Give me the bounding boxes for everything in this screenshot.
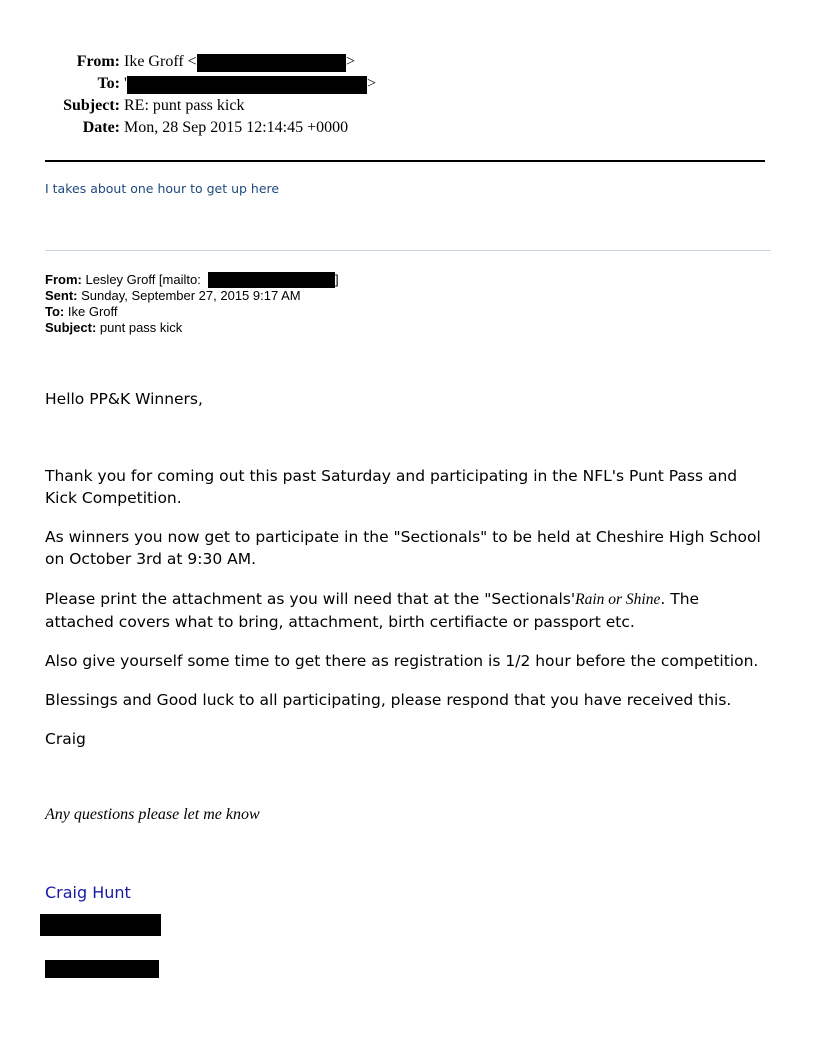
body-paragraph-3-part-a: Please print the attachment as you will need that at the "Sectionals': [45, 590, 576, 608]
redaction-signature-line-2: [45, 960, 159, 978]
body-paragraph-5: Blessings and Good luck to all participating, please respond that you have received this.: [45, 691, 732, 709]
signature-name: Craig Hunt: [45, 883, 131, 902]
body-closing: Craig: [45, 730, 86, 748]
body-paragraph-3: [45, 588, 771, 633]
header-to-value: ': [124, 75, 127, 92]
header-from-row: [0, 51, 816, 73]
quoted-sent-label: Sent:: [45, 288, 78, 303]
header-to-label: To:: [97, 75, 120, 92]
quoted-sent-row: [45, 288, 301, 304]
header-from-label: From:: [76, 53, 120, 70]
quoted-subject-label: Subject:: [45, 320, 97, 335]
header-divider: [45, 160, 765, 162]
header-date-row: [0, 117, 816, 139]
quoted-from-close: ]: [335, 272, 339, 287]
quoted-from-value: Lesley Groff [mailto:: [85, 272, 201, 287]
header-from-value: Ike Groff <: [124, 53, 197, 70]
body-greeting: Hello PP&K Winners,: [45, 390, 203, 408]
body-note: Any questions please let me know: [45, 806, 260, 823]
header-subject-value: RE: punt pass kick: [124, 97, 245, 114]
header-subject-row: [0, 95, 816, 117]
redaction-quoted-email: [208, 272, 335, 288]
header-date-label: Date:: [82, 119, 120, 136]
body-paragraph-3-part-c: . The attached covers what to bring, attachment, birth certifiacte or passport etc.: [45, 590, 700, 631]
body-paragraph-1: Thank you for coming out this past Saturday and participating in the NFL's Punt Pass and Kick Competition.: [45, 467, 738, 507]
header-from-close: >: [346, 53, 356, 70]
quoted-divider: [45, 250, 771, 251]
body-paragraph-2: As winners you now get to participate in the "Sectionals" to be held at Cheshire High School on October 3rd at 9:30 AM.: [45, 528, 761, 568]
quoted-from-label: From:: [45, 272, 82, 287]
reply-message: I takes about one hour to get up here: [45, 181, 280, 196]
redaction-from-email: [197, 54, 346, 72]
quoted-subject-row: [45, 320, 182, 336]
quoted-to-label: To:: [45, 304, 65, 319]
quoted-subject-value: punt pass kick: [99, 320, 183, 335]
body-paragraph-4: Also give yourself some time to get there as registration is 1/2 hour before the competition.: [45, 652, 759, 670]
header-subject-label: Subject:: [63, 97, 120, 114]
quoted-to-value: Ike Groff: [67, 304, 118, 319]
header-to-row: [0, 73, 816, 95]
header-to-close: >: [367, 75, 377, 92]
quoted-from-row: [45, 272, 201, 288]
quoted-to-row: [45, 304, 118, 320]
redaction-signature-line-1: [40, 914, 161, 936]
redaction-to-email: [127, 76, 367, 94]
header-date-value: Mon, 28 Sep 2015 12:14:45 +0000: [124, 119, 349, 136]
body-paragraph-3-emphasis: Rain or Shine: [575, 591, 661, 608]
quoted-sent-value: Sunday, September 27, 2015 9:17 AM: [81, 288, 301, 303]
